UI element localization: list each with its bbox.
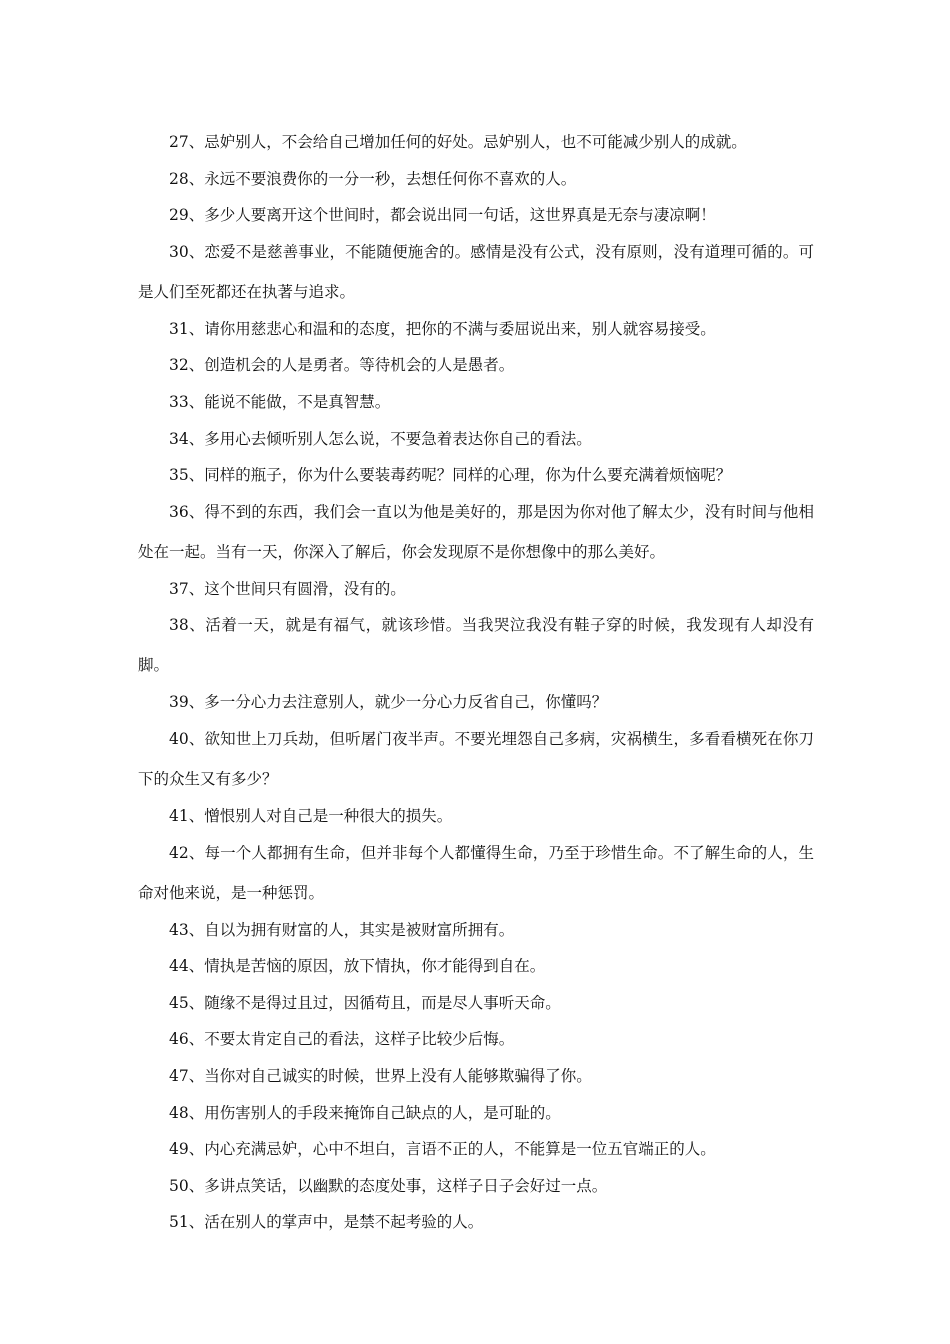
paragraph-49: 49、内心充满忌妒，心中不坦白，言语不正的人，不能算是一位五官端正的人。 [169, 1140, 716, 1159]
paragraph-39: 39、多一分心力去注意别人，就少一分心力反省自己，你懂吗？ [169, 693, 608, 712]
paragraph-29: 29、多少人要离开这个世间时，都会说出同一句话，这世界真是无奈与凄凉啊！ [169, 206, 716, 225]
paragraph-48: 48、用伤害别人的手段来掩饰自己缺点的人，是可耻的。 [169, 1103, 561, 1122]
paragraph-45: 45、随缘不是得过且过，因循苟且，而是尽人事听天命。 [169, 993, 561, 1012]
paragraph-36: 36、得不到的东西，我们会一直以为他是美好的，那是因为你对他了解太少，没有时间与他相处在一起。当有一天，你深入了解后，你会发现原不是你想像中的那么美好。 [138, 502, 814, 561]
paragraph-46: 46、不要太肯定自己的看法，这样子比较少后悔。 [169, 1030, 515, 1049]
paragraph-33: 33、能说不能做，不是真智慧。 [169, 392, 391, 411]
paragraph-28: 28、永远不要浪费你的一分一秒，去想任何你不喜欢的人。 [169, 169, 577, 188]
paragraph-34: 34、多用心去倾听别人怎么说，不要急着表达你自己的看法。 [169, 429, 592, 448]
paragraph-38: 38、活着一天，就是有福气，就该珍惜。当我哭泣我没有鞋子穿的时候，我发现有人却没有脚。 [138, 616, 814, 675]
paragraph-47: 47、当你对自己诚实的时候，世界上没有人能够欺骗得了你。 [169, 1066, 592, 1085]
paragraph-43: 43、自以为拥有财富的人，其实是被财富所拥有。 [169, 920, 515, 939]
paragraph-44: 44、情执是苦恼的原因，放下情执，你才能得到自在。 [169, 957, 546, 976]
paragraph-51: 51、活在别人的掌声中，是禁不起考验的人。 [169, 1213, 484, 1232]
document-body [138, 124, 814, 1241]
paragraph-42: 42、每一个人都拥有生命，但并非每个人都懂得生命，乃至于珍惜生命。不了解生命的人，生命对他来说，是一种惩罚。 [138, 843, 814, 902]
paragraph-31: 31、请你用慈悲心和温和的态度，把你的不满与委屈说出来，别人就容易接受。 [169, 319, 716, 338]
paragraph-50: 50、多讲点笑话，以幽默的态度处事，这样子日子会好过一点。 [169, 1176, 608, 1195]
paragraph-35: 35、同样的瓶子，你为什么要装毒药呢？同样的心理，你为什么要充满着烦恼呢？ [169, 466, 732, 485]
paragraph-37: 37、这个世间只有圆滑，没有的。 [169, 579, 406, 598]
paragraph-30: 30、恋爱不是慈善事业，不能随便施舍的。感情是没有公式，没有原则，没有道理可循的。可是人们至死都还在执著与追求。 [138, 242, 814, 301]
paragraph-32: 32、创造机会的人是勇者。等待机会的人是愚者。 [169, 356, 515, 375]
paragraph-27: 27、忌妒别人，不会给自己增加任何的好处。忌妒别人，也不可能减少别人的成就。 [169, 133, 747, 151]
paragraph-41: 41、憎恨别人对自己是一种很大的损失。 [169, 806, 453, 825]
paragraph-40: 40、欲知世上刀兵劫，但听屠门夜半声。不要光埋怨自己多病，灾祸横生，多看看横死在你刀下的众生又有多少？ [138, 729, 814, 788]
